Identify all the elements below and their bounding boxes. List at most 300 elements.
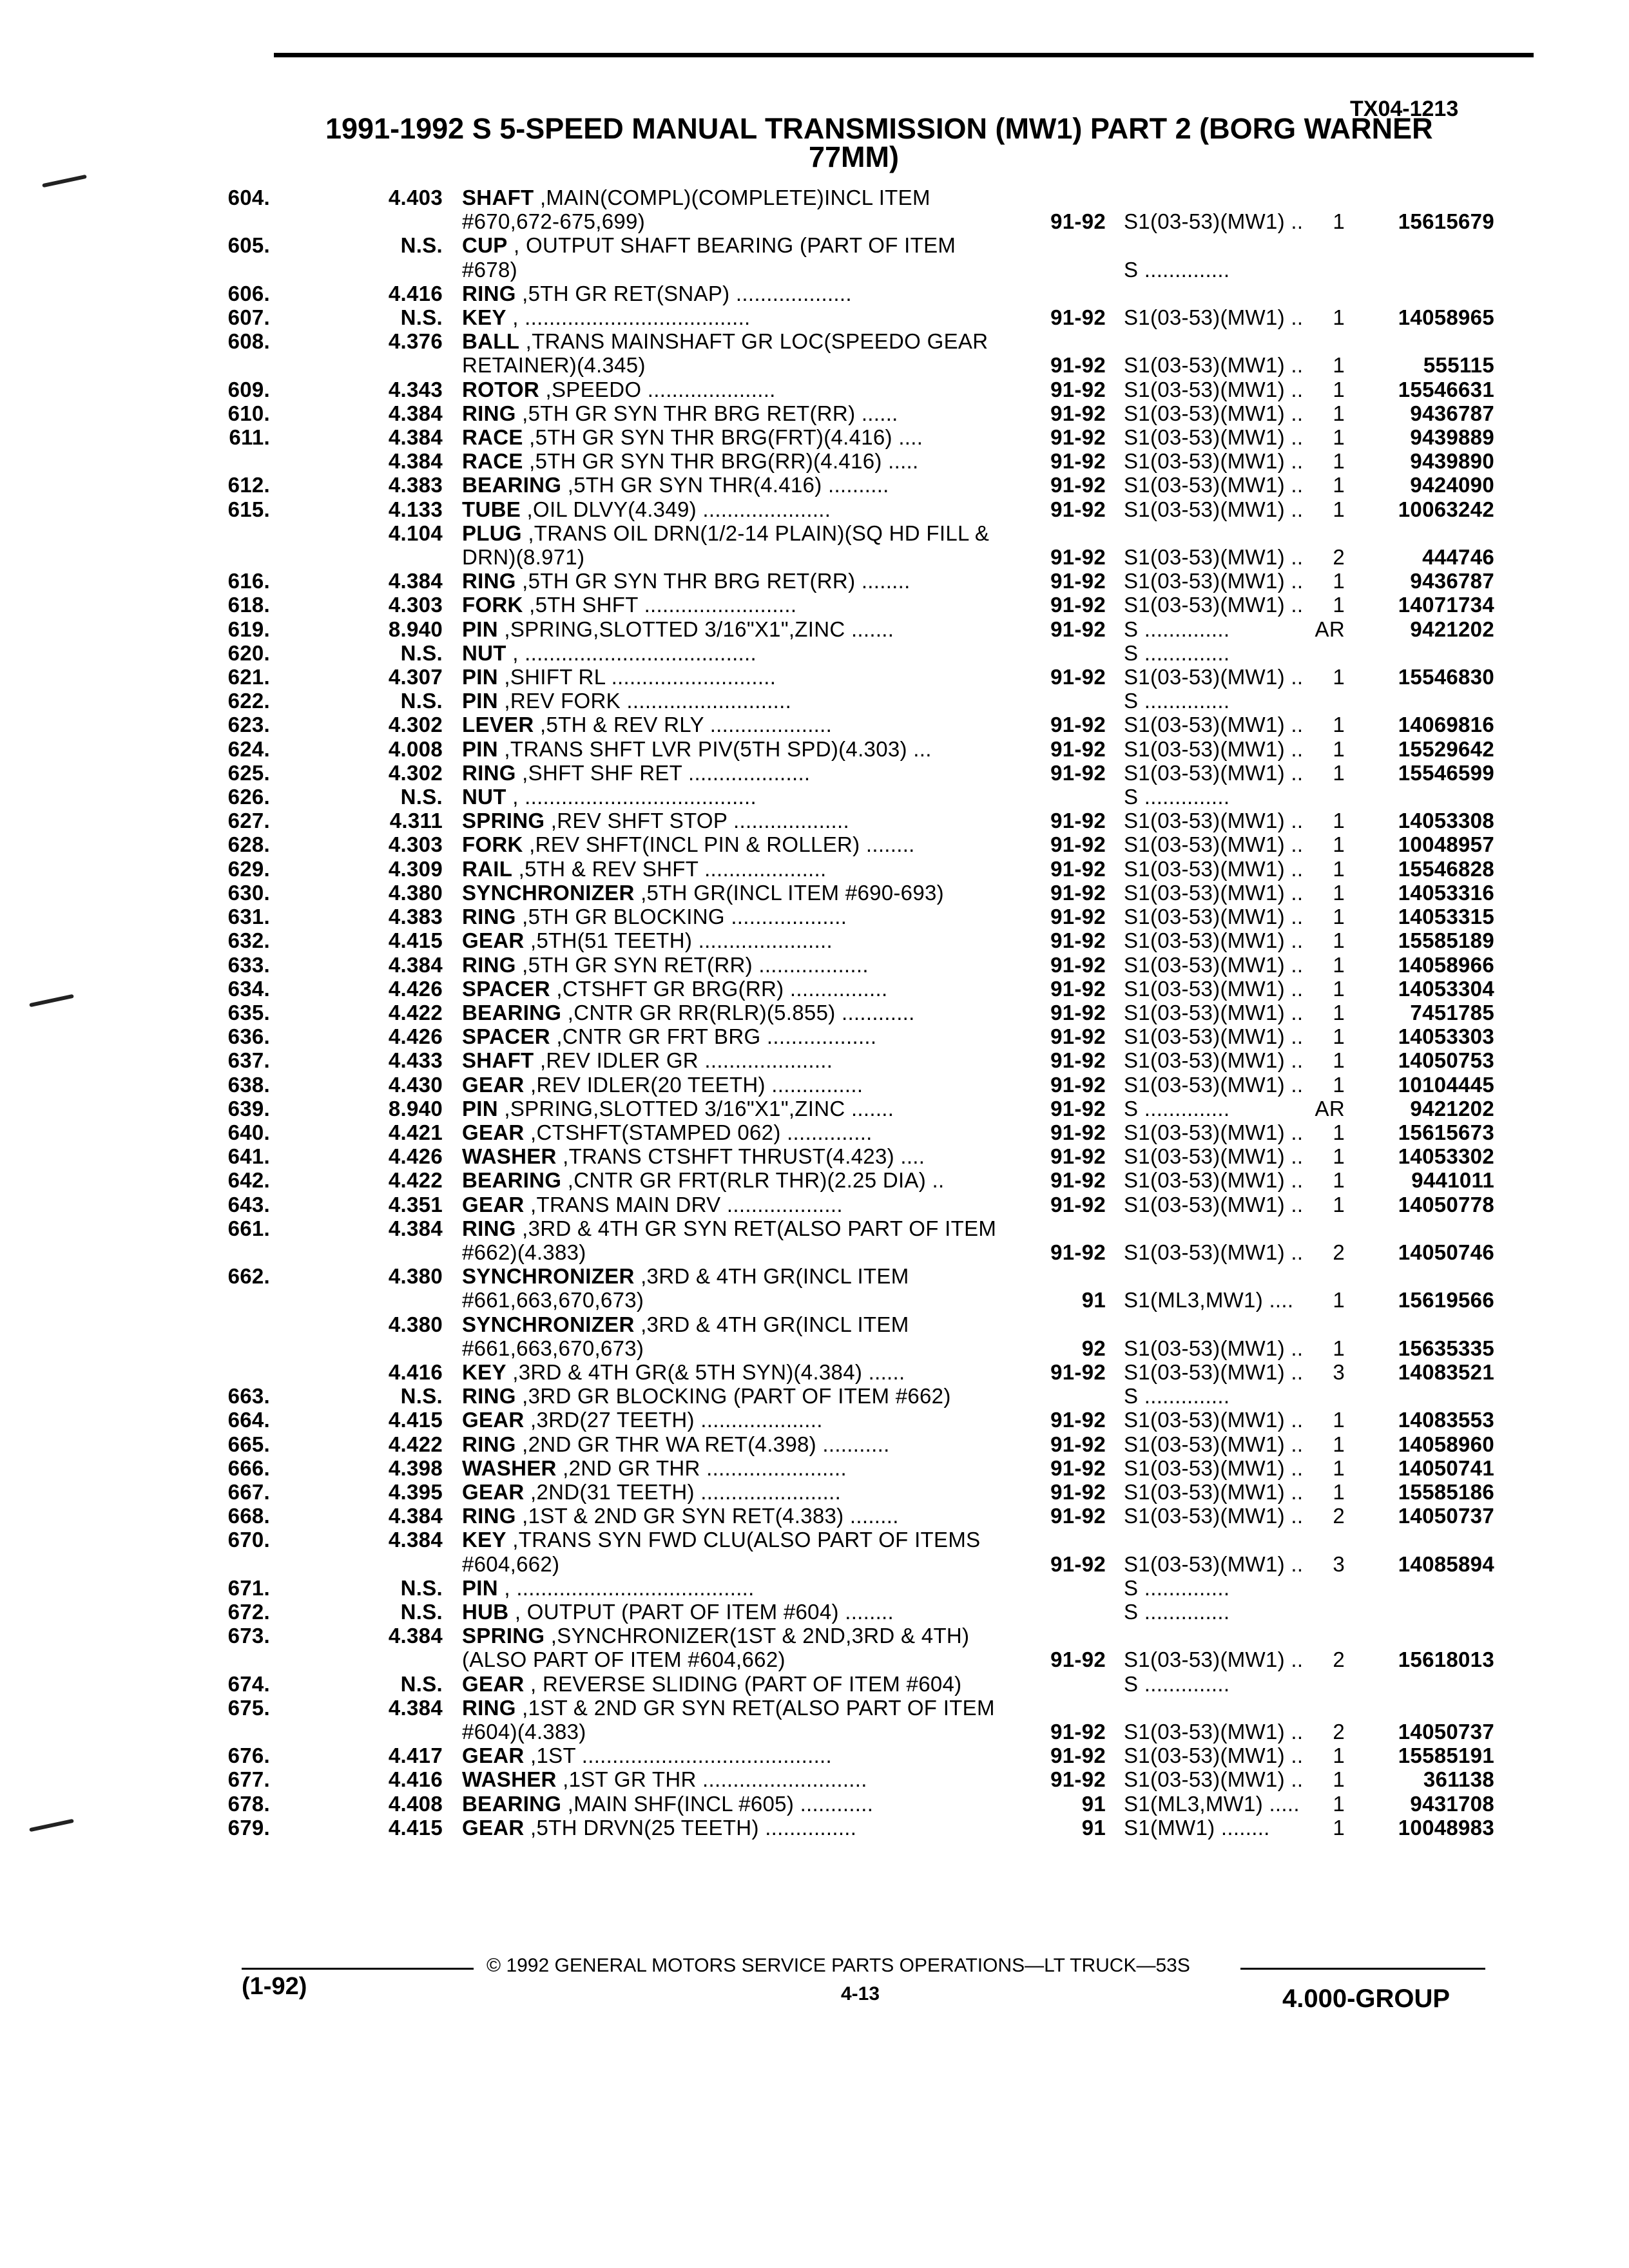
item-number: 622.	[227, 689, 270, 713]
part-number: 15529642	[1398, 736, 1494, 761]
description	[462, 1624, 1011, 1671]
group-number: 4.433	[388, 1048, 443, 1073]
item-number: 629.	[227, 856, 270, 881]
description	[462, 1792, 1011, 1816]
part-detail: ,5TH SHFT .........................	[523, 593, 797, 617]
item-number: 672.	[227, 1599, 270, 1624]
group-number: 4.384	[388, 401, 443, 425]
part-name: BEARING	[462, 1168, 562, 1193]
part-detail: ,TRANS MAINSHAFT GR LOC(SPEEDO GEAR RETAINER)(4.345)	[462, 329, 988, 378]
part-detail: ,3RD(27 TEETH) ....................	[524, 1408, 823, 1432]
model-code: S1(03-53)(MW1) ..	[1124, 928, 1304, 953]
description	[462, 1600, 1011, 1624]
group-number: 4.398	[388, 1456, 443, 1480]
part-name: GEAR	[462, 1815, 525, 1840]
model-code: S1(03-53)(MW1) ..	[1124, 593, 1304, 617]
quantity: 1	[1333, 1024, 1345, 1049]
part-number: 15619566	[1398, 1288, 1494, 1312]
description	[462, 1168, 1011, 1192]
parts-row	[0, 1744, 1629, 1767]
quantity: 1	[1333, 401, 1345, 425]
group-number: N.S.	[400, 689, 443, 713]
part-name: GEAR	[462, 1744, 525, 1768]
model-years: 91-92	[1050, 1240, 1106, 1264]
item-number: 678.	[227, 1791, 270, 1816]
item-number: 642.	[227, 1168, 270, 1193]
part-detail: ,REV SHFT(INCL PIN & ROLLER) ........	[523, 832, 915, 857]
quantity: 1	[1333, 1000, 1345, 1024]
group-number: 4.426	[388, 1144, 443, 1169]
part-name: GEAR	[462, 1072, 525, 1097]
model-code: S1(03-53)(MW1) ..	[1124, 1767, 1304, 1792]
parts-row	[0, 233, 1629, 281]
model-years: 91	[1081, 1815, 1106, 1840]
item-number: 634.	[227, 976, 270, 1001]
model-code: S ..............	[1124, 689, 1230, 713]
part-name: LEVER	[462, 713, 534, 737]
parts-row	[0, 617, 1629, 641]
quantity: 1	[1333, 1072, 1345, 1097]
model-years: 91-92	[1050, 928, 1106, 953]
quantity: 1	[1333, 905, 1345, 929]
model-years: 91-92	[1050, 1720, 1106, 1744]
part-number: 7451785	[1410, 1000, 1494, 1024]
description	[462, 1120, 1011, 1144]
parts-row	[0, 1097, 1629, 1120]
part-name: HUB	[462, 1599, 509, 1624]
part-name: PIN	[462, 736, 498, 761]
model-code: S1(03-53)(MW1) ..	[1124, 809, 1304, 833]
part-detail: , REVERSE SLIDING (PART OF ITEM #604)	[524, 1671, 962, 1696]
description	[462, 1480, 1011, 1504]
part-name: SPRING	[462, 809, 545, 833]
model-years: 91-92	[1050, 1120, 1106, 1144]
group-number: 4.104	[388, 521, 443, 545]
quantity: 1	[1333, 1048, 1345, 1073]
description	[462, 1672, 1011, 1696]
part-number: 14050753	[1398, 1048, 1494, 1073]
part-detail: ,REV IDLER GR .....................	[534, 1048, 833, 1073]
footer-page-number: 4-13	[841, 1983, 880, 2004]
part-detail: ,REV FORK ...........................	[497, 689, 792, 713]
group-number: 4.395	[388, 1479, 443, 1504]
part-detail: ,2ND GR THR WA RET(4.398) ...........	[516, 1432, 890, 1456]
description	[462, 977, 1011, 1001]
item-number: 630.	[227, 880, 270, 905]
description	[462, 617, 1011, 641]
part-detail: ,1ST GR THR ...........................	[556, 1767, 867, 1792]
model-code: S1(03-53)(MW1) ..	[1124, 1120, 1304, 1144]
part-number: 15585191	[1398, 1744, 1494, 1768]
quantity: 1	[1333, 473, 1345, 497]
group-number: 4.380	[388, 1312, 443, 1336]
quantity: 1	[1333, 449, 1345, 474]
quantity: 1	[1333, 1744, 1345, 1768]
model-code: S ..............	[1124, 1599, 1230, 1624]
part-name: BALL	[462, 329, 520, 354]
quantity: 2	[1333, 545, 1345, 570]
parts-row	[0, 1672, 1629, 1696]
quantity: 1	[1333, 952, 1345, 977]
part-number: 9441011	[1411, 1168, 1494, 1193]
part-detail: ,1ST & 2ND GR SYN RET(ALSO PART OF ITEM #604)(4.383)	[462, 1695, 995, 1744]
group-number: N.S.	[400, 640, 443, 665]
part-detail: ,3RD GR BLOCKING (PART OF ITEM #662)	[516, 1384, 951, 1408]
part-detail: , OUTPUT (PART OF ITEM #604) ........	[508, 1599, 894, 1624]
parts-row	[0, 641, 1629, 665]
quantity: 1	[1333, 497, 1345, 521]
model-code: S1(03-53)(MW1) ..	[1124, 209, 1304, 234]
description	[462, 1097, 1011, 1120]
model-years: 91-92	[1050, 1072, 1106, 1097]
item-number: 662.	[227, 1264, 270, 1289]
part-name: GEAR	[462, 1479, 525, 1504]
part-name: PIN	[462, 665, 498, 689]
part-number: 14053308	[1398, 809, 1494, 833]
group-number: 4.133	[388, 497, 443, 521]
quantity: 3	[1333, 1360, 1345, 1384]
part-name: SYNCHRONIZER	[462, 1312, 635, 1336]
model-code: S1(MW1) ........	[1124, 1815, 1270, 1840]
part-name: RING	[462, 281, 516, 305]
group-number: 4.421	[388, 1120, 443, 1144]
quantity: 1	[1333, 1192, 1345, 1216]
part-name: PLUG	[462, 521, 522, 545]
part-name: KEY	[462, 1528, 506, 1552]
model-years: 91-92	[1050, 665, 1106, 689]
description	[462, 497, 1011, 521]
description	[462, 233, 1011, 281]
model-code: S ..............	[1124, 785, 1230, 809]
part-number: 9424090	[1410, 473, 1494, 497]
part-number: 9421202	[1410, 617, 1494, 641]
part-name: RING	[462, 1432, 516, 1456]
part-number: 14071734	[1398, 593, 1494, 617]
model-years: 91-92	[1050, 1360, 1106, 1384]
part-number: 14053316	[1398, 880, 1494, 905]
model-code: S1(03-53)(MW1) ..	[1124, 449, 1304, 474]
part-detail: ,3RD & 4TH GR SYN RET(ALSO PART OF ITEM #662)(4.383)	[462, 1216, 997, 1264]
part-number: 14053302	[1398, 1144, 1494, 1169]
item-number: 640.	[227, 1120, 270, 1144]
top-rule	[274, 53, 1534, 57]
model-years: 91-92	[1050, 1168, 1106, 1193]
model-code: S1(03-53)(MW1) ..	[1124, 1456, 1304, 1480]
part-number: 361138	[1423, 1767, 1494, 1792]
group-number: 4.426	[388, 976, 443, 1001]
part-name: PIN	[462, 1096, 498, 1120]
item-number: 673.	[227, 1624, 270, 1648]
quantity: 1	[1333, 1120, 1345, 1144]
model-years: 91-92	[1050, 497, 1106, 521]
part-detail: ,2ND(31 TEETH) .......................	[524, 1479, 842, 1504]
part-detail: ,5TH GR SYN THR(4.416) ..........	[561, 473, 889, 497]
part-name: WASHER	[462, 1144, 557, 1169]
quantity: 1	[1333, 1336, 1345, 1360]
item-number: 609.	[227, 377, 270, 401]
quantity: 1	[1333, 760, 1345, 785]
part-detail: ,SHFT SHF RET ....................	[516, 760, 811, 785]
part-name: GEAR	[462, 928, 525, 953]
model-code: S ..............	[1124, 617, 1230, 641]
item-number: 677.	[227, 1767, 270, 1792]
part-number: 14058966	[1398, 952, 1494, 977]
model-code: S1(03-53)(MW1) ..	[1124, 1336, 1304, 1360]
part-name: KEY	[462, 1360, 506, 1384]
group-number: 4.422	[388, 1000, 443, 1024]
description	[462, 1264, 1011, 1312]
quantity: AR	[1315, 617, 1345, 641]
item-number: 623.	[227, 713, 270, 737]
part-detail: ,CNTR GR FRT(RLR THR)(2.25 DIA) ..	[561, 1168, 945, 1193]
part-number: 10063242	[1398, 497, 1494, 521]
part-number: 15615673	[1398, 1120, 1494, 1144]
quantity: 3	[1333, 1552, 1345, 1576]
description	[462, 1504, 1011, 1528]
group-number: 4.416	[388, 1360, 443, 1384]
quantity: 1	[1333, 832, 1345, 857]
model-code: S1(03-53)(MW1) ..	[1124, 1720, 1304, 1744]
description	[462, 785, 1011, 809]
parts-row	[0, 832, 1629, 856]
group-number: 4.415	[388, 1408, 443, 1432]
model-code: S1(03-53)(MW1) ..	[1124, 665, 1304, 689]
part-number: 14083521	[1398, 1360, 1494, 1384]
quantity: 1	[1333, 569, 1345, 593]
group-number: N.S.	[400, 785, 443, 809]
part-number: 14053304	[1398, 976, 1494, 1001]
group-number: 4.415	[388, 1815, 443, 1840]
parts-row	[0, 713, 1629, 736]
description	[462, 1696, 1011, 1744]
quantity: 2	[1333, 1240, 1345, 1264]
model-code: S ..............	[1124, 640, 1230, 665]
description	[462, 953, 1011, 977]
part-detail: ,CTSHFT GR BRG(RR) ................	[550, 976, 888, 1001]
description	[462, 593, 1011, 617]
model-code: S1(03-53)(MW1) ..	[1124, 1192, 1304, 1216]
description	[462, 282, 1011, 305]
part-name: NUT	[462, 785, 506, 809]
group-number: 4.302	[388, 760, 443, 785]
model-years: 91-92	[1050, 1479, 1106, 1504]
group-number: N.S.	[400, 305, 443, 330]
part-name: WASHER	[462, 1456, 557, 1480]
part-name: BEARING	[462, 1000, 562, 1024]
item-number: 638.	[227, 1072, 270, 1097]
item-number: 616.	[227, 569, 270, 593]
footer-rule-left	[242, 1968, 474, 1970]
item-number: 643.	[227, 1192, 270, 1216]
item-number	[0, 449, 274, 473]
model-code: S1(03-53)(MW1) ..	[1124, 353, 1304, 378]
description	[462, 401, 1011, 425]
group-number: 4.343	[388, 377, 443, 401]
parts-row	[0, 1432, 1629, 1456]
item-number: 626.	[227, 785, 270, 809]
model-years: 91-92	[1050, 1000, 1106, 1024]
part-name: GEAR	[462, 1671, 525, 1696]
parts-row	[0, 905, 1629, 928]
item-number: 670.	[227, 1528, 270, 1552]
model-years: 91-92	[1050, 1408, 1106, 1432]
model-years: 91-92	[1050, 617, 1106, 641]
description	[462, 1576, 1011, 1600]
quantity: AR	[1315, 1096, 1345, 1120]
group-number: 4.307	[388, 665, 443, 689]
model-years: 91-92	[1050, 1144, 1106, 1169]
model-years: 91	[1081, 1288, 1106, 1312]
part-number: 15546830	[1398, 665, 1494, 689]
part-detail: ,5TH GR RET(SNAP) ...................	[516, 281, 852, 305]
model-code: S1(03-53)(MW1) ..	[1124, 401, 1304, 425]
quantity: 1	[1333, 1767, 1345, 1792]
model-years: 91-92	[1050, 1552, 1106, 1576]
item-number: 674.	[227, 1671, 270, 1696]
parts-row	[0, 1144, 1629, 1168]
part-number: 9436787	[1410, 401, 1494, 425]
description	[462, 1312, 1011, 1360]
parts-row	[0, 1600, 1629, 1624]
quantity: 1	[1333, 736, 1345, 761]
group-number: 8.940	[388, 1096, 443, 1120]
part-detail: ,5TH GR SYN RET(RR) ..................	[516, 952, 869, 977]
part-name: SPRING	[462, 1624, 545, 1648]
group-number: 4.416	[388, 281, 443, 305]
group-number: 4.383	[388, 473, 443, 497]
model-years: 91-92	[1050, 1192, 1106, 1216]
model-years: 91-92	[1050, 760, 1106, 785]
footer-rule-right	[1240, 1968, 1485, 1970]
part-number: 14069816	[1398, 713, 1494, 737]
part-number: 9439889	[1410, 425, 1494, 450]
description	[462, 689, 1011, 713]
description	[462, 905, 1011, 928]
description	[462, 186, 1011, 233]
model-code: S1(03-53)(MW1) ..	[1124, 713, 1304, 737]
group-number: 4.303	[388, 593, 443, 617]
item-number: 666.	[227, 1456, 270, 1480]
model-years: 91-92	[1050, 1744, 1106, 1768]
group-number: 4.403	[388, 186, 443, 209]
part-name: GEAR	[462, 1408, 525, 1432]
part-number: 10048957	[1398, 832, 1494, 857]
model-code: S1(03-53)(MW1) ..	[1124, 1408, 1304, 1432]
group-number: 4.384	[388, 1695, 443, 1720]
part-name: PIN	[462, 617, 498, 641]
description	[462, 1144, 1011, 1168]
page-title	[325, 112, 1479, 173]
description	[462, 1528, 1011, 1575]
description	[462, 1216, 1011, 1264]
part-detail: ,5TH & REV RLY ....................	[534, 713, 833, 737]
item-number: 607.	[227, 305, 270, 330]
page-code: TX04-1213	[1350, 97, 1459, 121]
parts-row	[0, 425, 1629, 449]
item-number: 637.	[227, 1048, 270, 1073]
item-number: 608.	[227, 329, 270, 354]
quantity: 1	[1333, 1288, 1345, 1312]
quantity: 1	[1333, 1432, 1345, 1456]
item-number: 641.	[227, 1144, 270, 1169]
model-years: 91-92	[1050, 713, 1106, 737]
group-number: 4.384	[388, 1504, 443, 1528]
part-name: GEAR	[462, 1192, 525, 1216]
group-number: 4.383	[388, 905, 443, 929]
item-number: 610.	[227, 401, 270, 425]
model-code: S1(03-53)(MW1) ..	[1124, 1552, 1304, 1576]
model-code: S1(03-53)(MW1) ..	[1124, 425, 1304, 450]
model-code: S1(03-53)(MW1) ..	[1124, 952, 1304, 977]
parts-row	[0, 881, 1629, 905]
part-detail: ,CNTR GR RR(RLR)(5.855) ............	[561, 1000, 915, 1024]
parts-row	[0, 1384, 1629, 1408]
group-number: 4.422	[388, 1168, 443, 1193]
item-number: 664.	[227, 1408, 270, 1432]
part-number: 9439890	[1410, 449, 1494, 474]
model-code: S1(03-53)(MW1) ..	[1124, 1048, 1304, 1073]
part-detail: ,SYNCHRONIZER(1ST & 2ND,3RD & 4TH)(ALSO PART OF ITEM #604,662)	[462, 1624, 970, 1672]
description	[462, 305, 1011, 329]
description	[462, 329, 1011, 377]
description	[462, 1456, 1011, 1480]
description	[462, 521, 1011, 569]
parts-row	[0, 737, 1629, 761]
quantity: 1	[1333, 1456, 1345, 1480]
group-number: 4.376	[388, 329, 443, 354]
parts-list	[0, 186, 1629, 1840]
part-name: RING	[462, 1216, 516, 1240]
part-name: PIN	[462, 689, 498, 713]
group-number: 4.351	[388, 1192, 443, 1216]
part-detail: ,MAIN SHF(INCL #605) ............	[561, 1791, 874, 1816]
part-number: 15615679	[1398, 209, 1494, 234]
description	[462, 928, 1011, 952]
quantity: 2	[1333, 1648, 1345, 1672]
group-number: 4.430	[388, 1072, 443, 1097]
part-number: 14053303	[1398, 1024, 1494, 1049]
part-name: SHAFT	[462, 1048, 534, 1073]
part-detail: ,CNTR GR FRT BRG ..................	[550, 1024, 877, 1049]
parts-row	[0, 497, 1629, 521]
model-code: S1(03-53)(MW1) ..	[1124, 905, 1304, 929]
parts-row	[0, 1624, 1629, 1671]
part-name: RING	[462, 569, 516, 593]
item-number: 611.	[229, 425, 270, 450]
model-years: 92	[1081, 1336, 1106, 1360]
parts-row	[0, 1480, 1629, 1504]
parts-row	[0, 1001, 1629, 1024]
item-number	[0, 1360, 274, 1384]
description	[462, 1048, 1011, 1072]
part-detail: ,5TH GR(INCL ITEM #690-693)	[634, 880, 944, 905]
model-code: S ..............	[1124, 257, 1230, 282]
part-name: RACE	[462, 449, 523, 474]
model-code: S1(03-53)(MW1) ..	[1124, 1144, 1304, 1169]
model-code: S1(03-53)(MW1) ..	[1124, 976, 1304, 1001]
part-detail: ,1ST .........................................	[524, 1744, 832, 1768]
item-number: 604.	[227, 186, 270, 209]
part-number: 15618013	[1398, 1648, 1494, 1672]
item-number: 663.	[227, 1384, 270, 1408]
model-code: S1(03-53)(MW1) ..	[1124, 1024, 1304, 1049]
model-years: 91-92	[1050, 401, 1106, 425]
part-number: 10048983	[1398, 1815, 1494, 1840]
quantity: 1	[1333, 425, 1345, 450]
part-detail: ,SHIFT RL ...........................	[497, 665, 776, 689]
item-number: 635.	[227, 1000, 270, 1024]
part-name: SYNCHRONIZER	[462, 880, 635, 905]
